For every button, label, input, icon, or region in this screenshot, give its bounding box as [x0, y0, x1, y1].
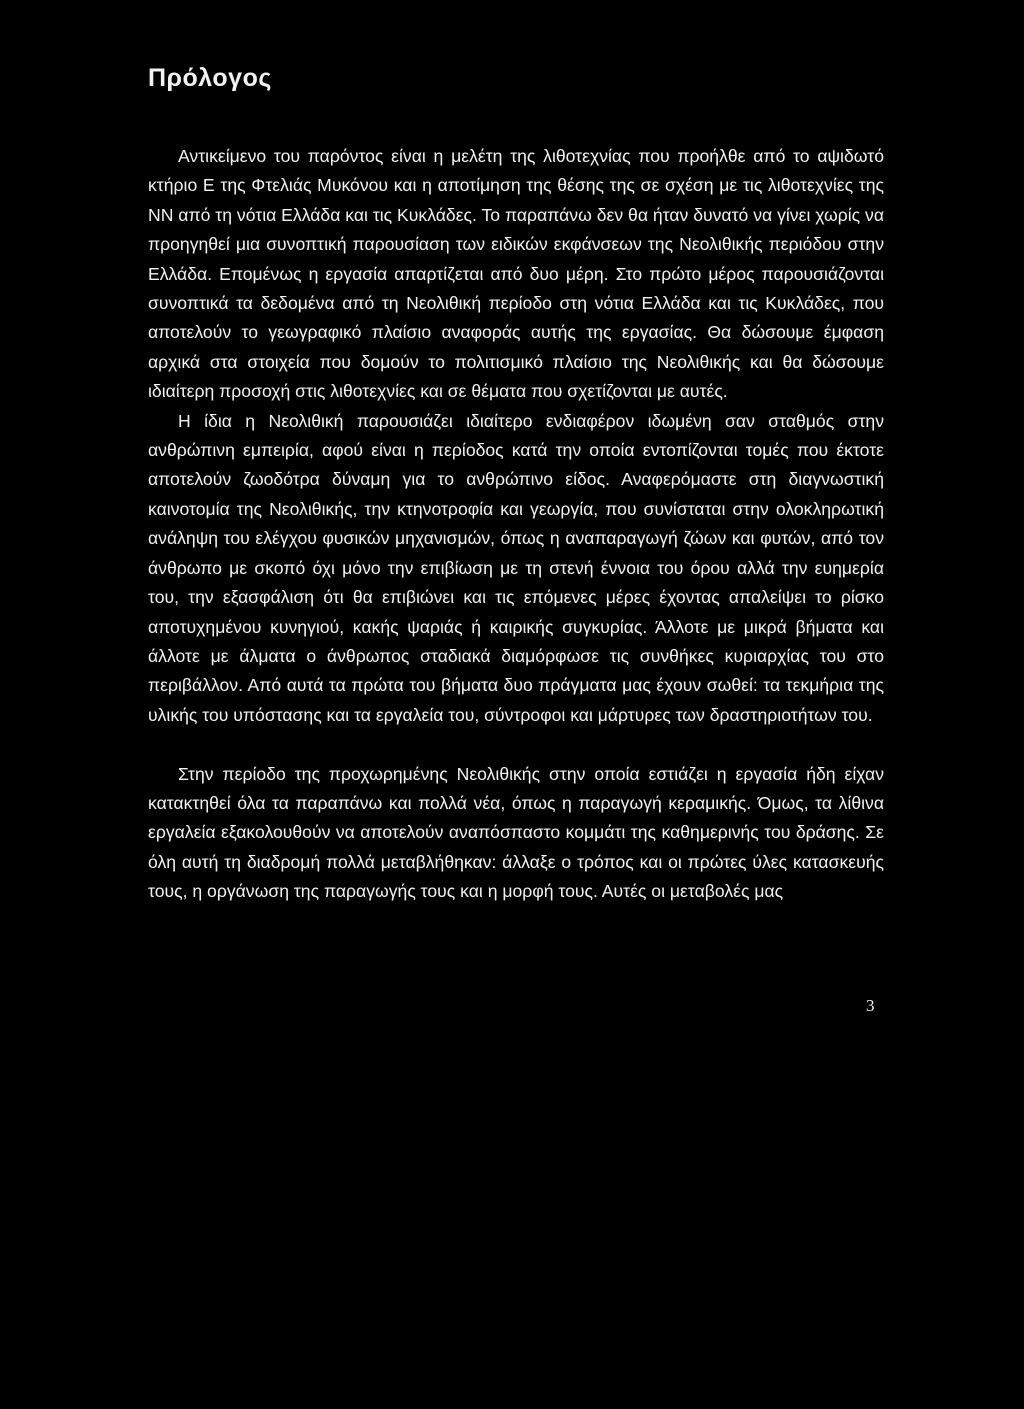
page-title: Πρόλογος	[148, 64, 272, 92]
paragraph-1: Αντικείμενο του παρόντος είναι η μελέτη της λιθοτεχνίας που προήλθε από το αψιδωτό κτήριο Ε της Φτελιάς Μυκόνου και η αποτίμηση της θέσης της σε σχέση με τις λιθοτεχνίες της ΝΝ από τη νότια Ελλάδα και τις Κυκλάδες. Το παραπάνω δεν θα ήταν δυνατό να γίνει χωρίς να προηγηθεί μια συνοπτική παρουσίαση των ειδικών εκφάνσεων της Νεολιθικής περιόδου στην Ελλάδα. Επομένως η εργασία απαρτίζεται από δυο μέρη. Στο πρώτο μέρος παρουσιάζονται συνοπτικά τα δεδομένα από τη Νεολιθική περίοδο στη νότια Ελλάδα και τις Κυκλάδες, που αποτελούν το γεωγραφικό πλαίσιο αναφοράς αυτής της εργασίας. Θα δώσουμε έμφαση αρχικά στα στοιχεία που δομούν το πολιτισμικό πλαίσιο της Νεολιθικής και θα δώσουμε ιδιαίτερη προσοχή στις λιθοτεχνίες και σε θέματα που σχετίζονται με αυτές.	[148, 146, 884, 402]
paragraph-2: Η ίδια η Νεολιθική παρουσιάζει ιδιαίτερο ενδιαφέρον ιδωμένη σαν σταθμός στην ανθρώπινη εμπειρία, αφού είναι η περίοδος κατά την οποία εντοπίζονται τομές που έκτοτε αποτελούν ζωοδότρα δύναμη για το ανθρώπινο είδος. Αναφερόμαστε στη διαγνωστική καινοτομία της Νεολιθικής, την κτηνοτροφία και γεωργία, που συνίσταται στην ολοκληρωτική ανάληψη του ελέγχου φυσικών μηχανισμών, όπως η αναπαραγωγή ζώων και φυτών, από τον άνθρωπο με σκοπό όχι μόνο την επιβίωση με τη στενή έννοια του όρου αλλά την ευημερία του, την εξασφάλιση ότι θα επιβιώνει και τις επόμενες μέρες έχοντας απαλείψει το ρίσκο αποτυχημένου κυνηγιού, κακής ψαριάς ή καιρικής συγκυρίας. Άλλοτε με μικρά βήματα και άλλοτε με άλματα ο άνθρωπος σταδιακά διαμόρφωσε τις συνθήκες κυριαρχίας του στο περιβάλλον. Από αυτά τα πρώτα του βήματα δυο πράγματα μας έχουν σωθεί: τα τεκμήρια της υλικής του υπόστασης και τα εργαλεία του, σύντροφοι και μάρτυρες των δραστηριοτήτων του.	[148, 410, 884, 725]
page-number: 3	[866, 996, 875, 1015]
paragraph-3: Στην περίοδο της προχωρημένης Νεολιθικής στην οποία εστιάζει η εργασία ήδη είχαν κατακτηθεί όλα τα παραπάνω και πολλά νέα, όπως η παραγωγή κεραμικής. Όμως, τα λίθινα εργαλεία εξακολουθούν να αποτελούν αναπόσπαστο κομμάτι της καθημερινής του δράσης. Σε όλη αυτή τη διαδρομή πολλά μεταβλήθηκαν: άλλαξε ο τρόπος και οι πρώτες ύλες κατασκευής τους, η οργάνωση της παραγωγής τους και η μορφή τους. Αυτές οι μεταβολές μας	[148, 763, 884, 902]
body-text	[148, 142, 884, 907]
